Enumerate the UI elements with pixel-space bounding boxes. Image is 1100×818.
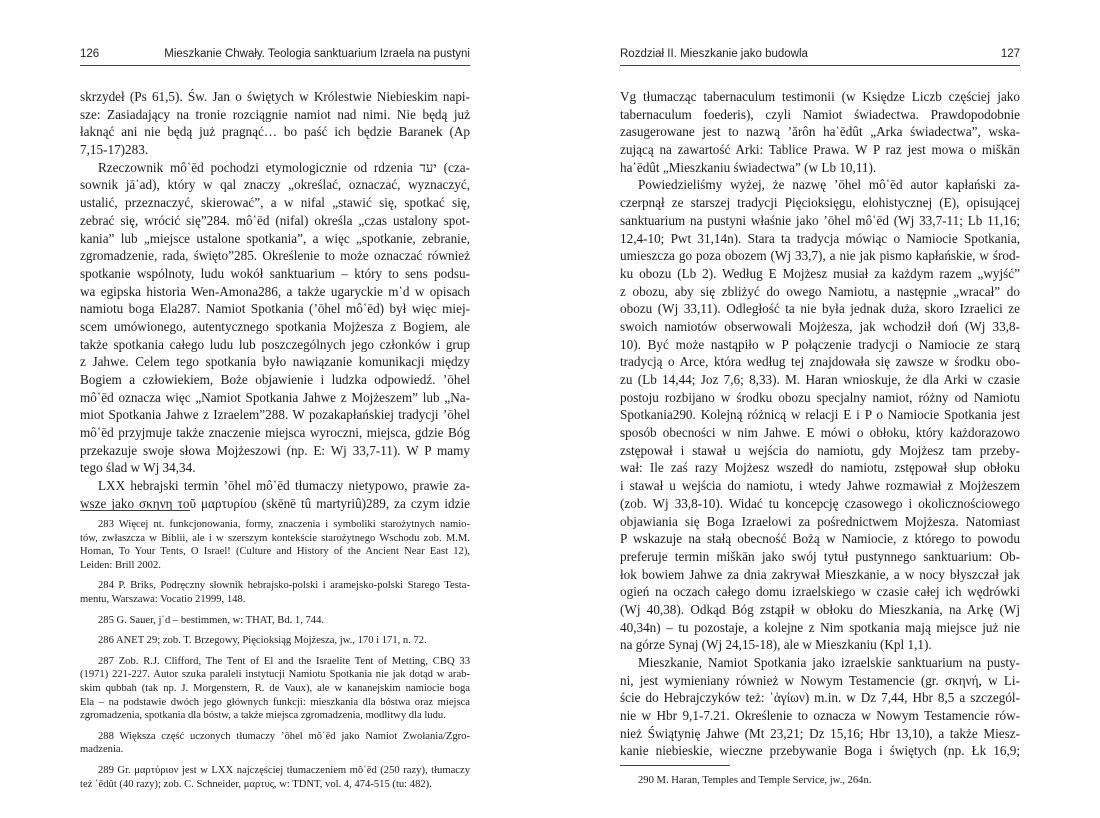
footnote-line: 283 Więcej nt. funkcjonowania, formy, znaczenia i symboliki starożytnych namio- [98,519,470,530]
footnote-line: skim qubbah (tak np. J. Morgenstern, R. de Vaux), ale w kananejskim namiocie boga [80,682,470,694]
text-line: ha῾ēdût „Mieszkaniu świadectwa” (w Lb 10,11). [620,159,877,175]
text-line: wa egipska historia Wen-Amona286, a także ugaryckie m῾d w opisach [80,283,470,299]
footnote-line: tów, zwłaszcza w Biblii, ale i w szerszym kontekście starożytnego Wschodu zob. M.M. [80,532,470,544]
text-line: ni, jest wymieniany również w Nowym Testamencie (gr. σκηνή, w Li- [620,672,1020,688]
text-line: sanktuarium na pustyni właśnie jako ’ōhel mô῾ēd (Wj 33,7-11; Lb 11,16; [620,212,1020,228]
text-line: zu (Lb 14,44; Joz 7,6; 8,33). M. Haran wnioskuje, że dla Arki w czasie [620,372,1020,387]
page-number: 126 [80,48,100,60]
text-line: tego ślad w Wj 34,34. [80,460,196,476]
footnote-line: mentu, Warszawa: Vocatio 21999, 148. [80,593,246,605]
text-line: Spotkania290. Kolejną różnicą w relacji E i P o Namiocie Spotkania jest [620,407,1020,423]
text-line: zgromadzenie, rada, święto”285. Określenie to może oznaczać również [80,248,470,264]
page-number: 127 [1000,48,1020,60]
footnote-line: Leiden: Brill 2002. [80,559,161,571]
text-line: 12,4-10; Pwt 31,14n). Stara ta tradycja mówiąc o Namiocie Spotkania, [620,230,1020,246]
text-line: preferuje termin miškān jako swój tytuł pustynnego sanktuarium: Ob- [620,548,1020,564]
footnote-line: 285 G. Sauer, j῾d – bestimmen, w: THAT, Bd. 1, 744. [98,614,325,626]
left-body-text [80,88,470,513]
text-line: 40,34n) – tu pozostaje, a kolejne z Nim spotkania mają miejsce już nie [620,619,1020,635]
text-line: scem umówionego, autentycznego spotkania Mojżesza z Bogiem, ale [80,318,470,334]
text-line: zstępował i stawał u wejścia do namiotu, gdy Mojżesz tam przeby- [620,442,1020,458]
text-line: (Wj 40,38). Odkąd Bóg zstąpił w obłoku do Mieszkania, na Arkę (Wj [620,601,1020,617]
text-line: tabernaculum foederis), czyli Namiot świadectwa. Prawdopodobnie [620,106,1020,122]
text-line: sownik jā῾ad), który w qal znaczy „określać, oznaczać, wyznaczyć, [80,177,470,193]
text-line: miot Spotkania Jahwe z Izraelem”288. W pozakapłańskiej tradycji ’ōhel [80,407,470,423]
text-line: kanie niebieskie, wieczne przebywanie Boga i świętych (np. Łk 16,9; [620,743,1020,759]
footnote-line: zgromadzenia, spotkania dla bóstw, a także miejsca zgromadzenia, modlitwy dla ludu. [80,710,446,722]
text-line: 7,15-17)283. [80,142,149,158]
text-line: wał: Ile zaś razy Mojżesz wszedł do namiotu, zstępował słup obłoku [620,460,1020,476]
footnote [80,614,470,628]
footnote [80,764,470,791]
right-page [620,0,1020,818]
text-line: ustalić, przeznaczyć, skierować”, a w nifal „stawić się, spotkać się, [80,195,470,211]
footnote-rule [620,765,730,766]
left-footnotes [80,518,470,791]
text-line: sposób obecności w nim Jahwe. E mówi o obłoku, który każdorazowo [620,425,1020,441]
text-line: kania” lub „miejsce ustalone spotkania”, a więc „spotkanie, zebranie, [80,230,470,246]
running-title: Rozdział II. Mieszkanie jako budowla [620,48,808,60]
footnote-line: 284 P. Briks, Podręczny słownik hebrajsko-polski i aramejsko-polski Starego Testa- [98,580,470,592]
text-line: (zob. Wj 33,8-10). Widać tu koncepcję czasowego i okolicznościowego [620,495,1020,511]
right-body-text [620,88,1020,760]
text-line: spotkanie wspólnoty, ludu wokół sanktuarium – który to sens podsu- [80,265,470,281]
text-line: mô῾ēd oznacza więc „Namiot Spotkania Jahwe z Mojżeszem” lub „Na- [80,389,470,405]
text-line: skrzydeł (Ps 61,5). Św. Jan o świętych w Królestwie Niebieskim napi- [80,89,470,104]
footnote [620,774,1020,788]
text-line: zasugerowane jest to nazwą ’ărôn ha῾ēdût „Arka świadectwa”, wska- [620,124,1020,140]
header-rule [80,65,470,66]
text-line: przekazuje swoje słowa Mojżeszowi (np. E: Wj 33,7-11). W P mamy [80,442,470,458]
text-line: Bogiem a człowiekiem, Boże objawienie i ludzka odpowiedź. ’ōhel [80,372,470,387]
text-line: postoju rozbijano w środku obozu specjalny namiot, różny od Namiotu [620,389,1020,405]
footnote [80,579,470,606]
footnote-line: 287 Zob. R.J. Clifford, The Tent of El and the Israelite Tent of Metting, CBQ 33 [98,655,470,667]
footnote [80,730,470,757]
text-line: ku obozu (Lb 2). Według E Mojżesz musiał za każdym razem „wyjść” [620,265,1020,281]
text-line: łok bowiem Jahwe za dnia zakrywał Mieszkanie, a w nocy błyszczał jak [620,566,1020,582]
text-line: swoich namiotów obserwowali Mojżesza, jak wchodził doń (Wj 33,8- [620,318,1020,334]
footnote-line: (1971) 221-227. Autor szuka paraleli instytucji Namiotu Spotkania nie jak dotąd w arab- [80,669,470,681]
text-line: nież Świątynię Jahwe (Mt 23,21; Dz 15,16; Hbr 13,10), a także Miesz- [620,725,1020,741]
text-line: 10). Być może nastąpiło w P połączenie tradycji o Namiocie ze starą [620,336,1020,352]
footnote-line: 289 Gr. μαρτύριον jest w LXX najczęściej tłumaczeniem mô῾ēd (250 razy), tłumaczy [98,764,470,776]
text-line: obozu (Wj 33,11). Odległość ta nie była jednak duża, skoro Izraelici ze [620,301,1020,317]
running-title: Mieszkanie Chwały. Teologia sanktuarium Izraela na pustyni [164,48,470,60]
text-line: ogień na oczach całego domu izraelskiego w czasie całej ich wędrówki [620,584,1020,600]
footnote-line: Homan, To Your Tents, O Israel! (Culture and History of the Ancient Near East 12), [80,546,470,558]
text-line: Rzeczownik mô῾ēd pochodzi etymologicznie od rdzenia יעד (cza- [98,159,470,175]
text-line: z Jahwe. Celem tego spotkania było nawiązanie komunikacji między [80,354,470,370]
footnote-line: 286 ANET 29; zob. T. Brzegowy, Pięcioksiąg Mojżesza, jw., 170 i 171, n. 72. [98,635,427,647]
text-line: z obozu, aby się zbliżyć do owego Namiotu, a następnie „wracał” do [620,283,1020,299]
text-line: wsze jako σκηνη τοῦ μαρτυρίου (skēnē tû martyriû)289, za czym idzie [80,495,470,511]
text-line: czerpnął ze starszej tradycji Pięcioksięgu, elohistycznej (E), opisującej [620,195,1020,211]
text-line: na górze Synaj (Wj 24,15-18), ale w Mieszkaniu (Kpl 1,1). [620,637,932,653]
text-line: także spotkania całego ludu lub poszczególnych jego członków i grup [80,336,470,352]
text-line: LXX hebrajski termin ’ōhel mô῾ēd tłumaczy nietypowo, prawie za- [98,478,470,494]
text-line: mô῾ēd przyjmuje także znaczenie miejsca wyroczni, miejsca, gdzie Bóg [80,425,470,441]
text-line: Mieszkanie, Namiot Spotkania jako izraelskie sanktuarium na pusty- [638,655,1020,670]
text-line: objawiania się Boga Izraelowi za pośrednictwem Mojżesza. Natomiast [620,513,1020,529]
text-line: Vg tłumacząc tabernaculum testimonii (w Księdze Liczb częściej jako [620,89,1020,104]
footnote-line: madzenia. [80,744,124,756]
footnote-line: 288 Większa część uczonych tłumaczy ’ōhel mô῾ēd jako Namiot Zwołania/Zgro- [98,730,470,742]
left-page [80,0,470,818]
text-line: nie w Hbr 9,1-7.21. Określenie to oznacza w Nowym Testamencie rów- [620,708,1020,724]
footnote-line: też ῾ēdût (40 razy); zob. C. Schneider, μαρτυς, w: TDNT, vol. 4, 474-515 (tu: 482). [80,778,432,790]
footnote [80,634,470,648]
text-line: P wskazuje na stałą obecność Bożą w Namiocie, z którego to powodu [620,531,1020,547]
footnote [80,655,470,723]
right-running-head [620,46,1020,64]
text-line: ście do Hebrajczyków też: ῾ἁγίων) m.in. w Dz 7,44, Hbr 8,5 a szczegól- [620,690,1020,706]
text-line: tradycją o Arce, która według tej znajdowała się zawsze w środku obo- [620,354,1020,370]
right-footnotes [620,774,1020,788]
text-line: namiotu boga Ela287. Namiot Spotkania (’ōhel mô῾ēd) był więc miej- [80,301,470,317]
text-line: sze: Zasiadający na tronie rozciągnie namiot nad nimi. Nie będą już [80,106,470,122]
header-rule [620,65,1020,66]
footnote-rule [80,510,190,511]
text-line: łaknąć ani nie będą już pragnąć… bo paść ich będzie Baranek (Ap [80,124,470,140]
text-line: Powiedzieliśmy wyżej, że nazwę ’ōhel mô῾ēd autor kapłański za- [638,177,1020,193]
text-line: zebrać się, wrócić się”284. mô῾ēd (nifal) określa „czas ustalony spot- [80,212,470,228]
footnote-line: Ela – na podstawie dwóch jego głównych funkcji: mieszkania dla bóstwa oraz miejsca [80,696,470,708]
left-running-head [80,46,470,64]
text-line: i stawał u wejścia do namiotu, i wtedy Jahwe rozmawiał z Mojżeszem [620,478,1020,494]
text-line: umieszcza go poza obozem (Wj 33,7), a nie jak pismo kapłańskie, w środ- [620,248,1020,264]
text-line: zującą na zawartość Arki: Tablice Prawa. W P raz jest mowa o miškān [620,142,1020,158]
footnote [80,518,470,572]
footnote-line: 290 M. Haran, Temples and Temple Service, jw., 264n. [638,775,872,786]
